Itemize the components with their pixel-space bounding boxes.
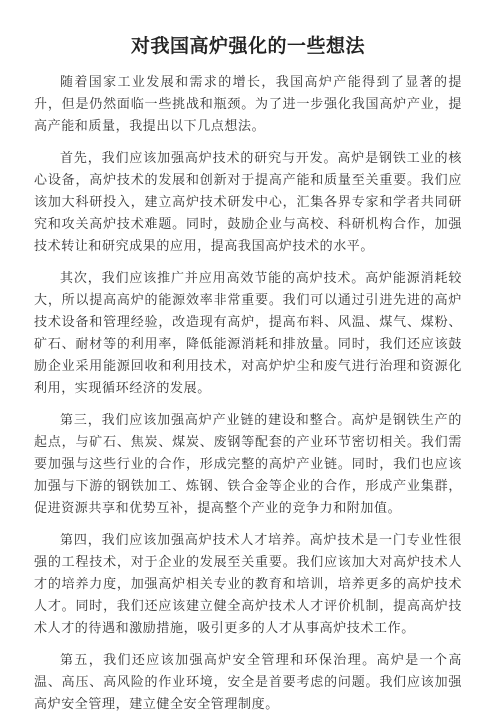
paragraph-fifth: 第五，我们还应该加强高炉安全管理和环保治理。高炉是一个高温、高压、高风险的作业环境，安全是首要考虑的问题。我们应该加强高炉安全管理，建立健全安全管理制度。 [34,653,462,712]
paragraph-third: 第三，我们应该加强高炉产业链的建设和整合。高炉是钢铁生产的起点，与矿石、焦炭、煤炭、废钢等配套的产业环节密切相关。我们需要加强与这些行业的合作，形成完整的高炉产业链。同时，我们也应该加强与下游的钢铁加工、炼钢、铁合金等企业的合作，形成产业集群，促进资源共享和优势互补，提高整个产业的竞争力和附加值。 [34,413,462,516]
paragraph-fourth: 第四，我们应该加强高炉技术人才培养。高炉技术是一门专业性很强的工程技术，对于企业的发展至关重要。我们应该加大对高炉技术人才的培养力度，加强高炉相关专业的教育和培训，培养更多的高炉技术人才。同时，我们还应该建立健全高炉技术人才评价机制，提高高炉技术人才的待遇和激励措施，吸引更多的人才从事高炉技术工作。 [34,533,462,636]
paragraph-first: 首先，我们应该加强高炉技术的研究与开发。高炉是钢铁工业的核心设备，高炉技术的发展和创新对于提高产能和质量至关重要。我们应该加大科研投入，建立高炉技术研发中心，汇集各界专家和学者共同研究和攻关高炉技术难题。同时，鼓励企业与高校、科研机构合作，加强技术转让和研究成果的应用，提高我国高炉技术的水平。 [34,151,462,254]
paragraph-second: 其次，我们应该推广并应用高效节能的高炉技术。高炉能源消耗较大，所以提高高炉的能源效率非常重要。我们可以通过引进先进的高炉技术设备和管理经验，改造现有高炉，提高布料、风温、煤气、煤粉、矿石、耐材等的利用率，降低能源消耗和排放量。同时，我们还应该鼓励企业采用能源回收和利用技术，对高炉炉尘和废气进行治理和资源化利用，实现循环经济的发展。 [34,271,462,396]
paragraph-intro: 随着国家工业发展和需求的增长，我国高炉产能得到了显著的提升，但是仍然面临一些挑战和瓶颈。为了进一步强化我国高炉产业，提高产能和质量，我提出以下几点想法。 [34,75,462,134]
document-title: 对我国高炉强化的一些想法 [130,35,365,57]
